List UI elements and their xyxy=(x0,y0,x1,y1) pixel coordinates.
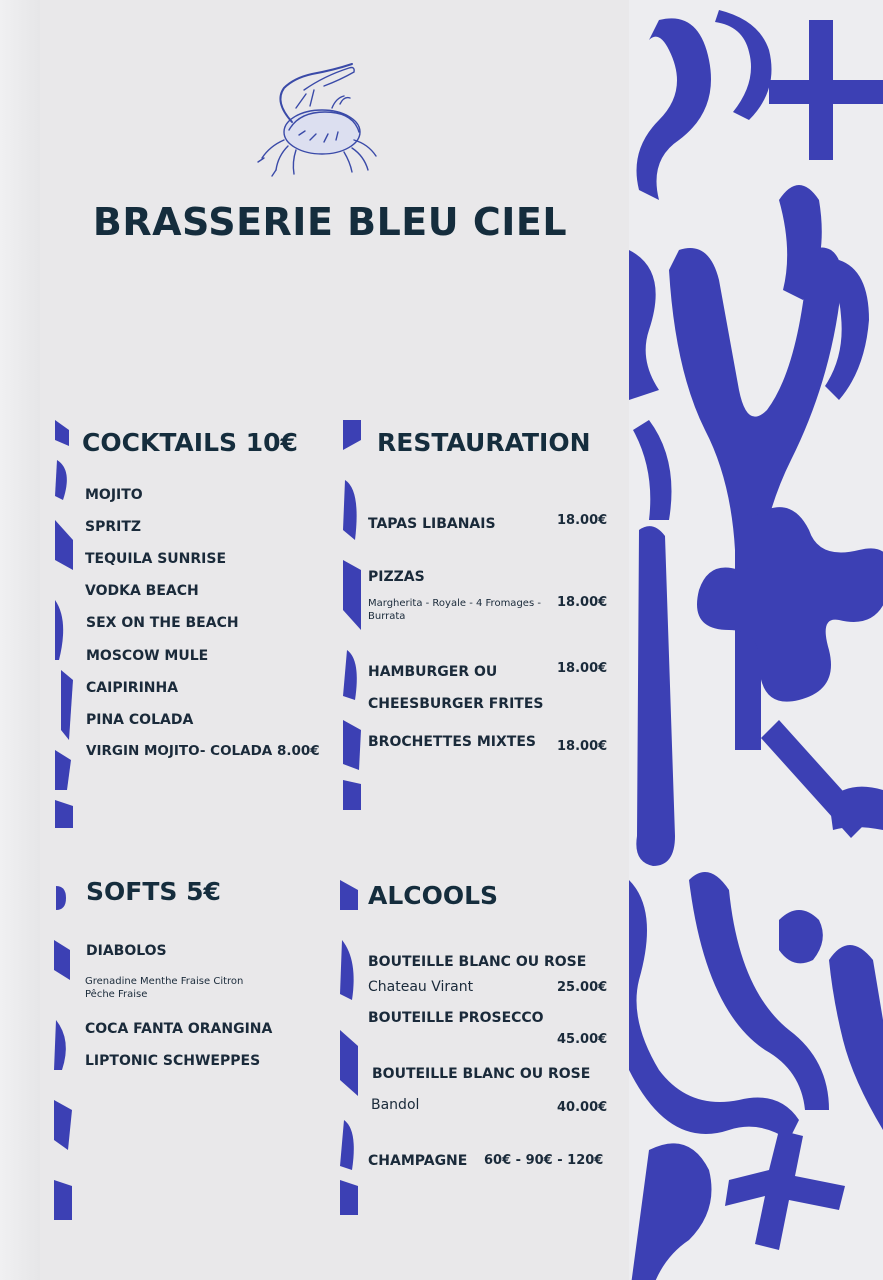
alcool-b1-sub: Chateau Virant xyxy=(368,979,474,995)
burger-price: 18.00€ xyxy=(557,661,608,676)
page-edge-shadow xyxy=(0,0,40,1280)
cocktail-item: TEQUILA SUNRISE xyxy=(85,551,227,567)
pizzas-name: PIZZAS xyxy=(368,569,425,585)
alcool-b2-name: BOUTEILLE PROSECCO xyxy=(368,1010,544,1026)
cocktail-item: SEX ON THE BEACH xyxy=(86,615,239,631)
restauration-heading: RESTAURATION xyxy=(377,428,591,457)
pizzas-description: Margherita - Royale - 4 Fromages - Burrata xyxy=(368,598,541,622)
champagne-price: 60€ - 90€ - 120€ xyxy=(484,1153,604,1168)
cocktail-item: SPRITZ xyxy=(85,519,142,535)
alcools-heading: ALCOOLS xyxy=(368,881,499,910)
coral-pattern-panel xyxy=(629,0,883,1280)
menu-paper xyxy=(40,0,630,1280)
tapas-name: TAPAS LIBANAIS xyxy=(368,516,496,532)
diabolos-description: Grenadine Menthe Fraise Citron Pêche Fraise xyxy=(85,976,244,1000)
decorative-strip-cocktails xyxy=(55,420,73,828)
pizzas-price: 18.00€ xyxy=(557,595,608,610)
champagne-name: CHAMPAGNE xyxy=(368,1153,468,1169)
diabolos-name: DIABOLOS xyxy=(86,943,167,959)
crab-illustration xyxy=(244,60,394,180)
softs-heading: SOFTS 5€ xyxy=(86,877,221,906)
alcool-b3-sub: Bandol xyxy=(371,1097,420,1113)
alcool-b2-price: 45.00€ xyxy=(557,1032,608,1047)
brochettes-price: 18.00€ xyxy=(557,739,608,754)
alcool-b1-name: BOUTEILLE BLANC OU ROSE xyxy=(368,954,587,970)
cocktail-item: VIRGIN MOJITO- COLADA 8.00€ xyxy=(86,743,320,759)
cocktail-item: CAIPIRINHA xyxy=(86,680,179,696)
burger-name-line1: HAMBURGER OU xyxy=(368,664,498,680)
cocktail-item: PINA COLADA xyxy=(86,712,194,728)
decorative-strip-alcools xyxy=(340,880,358,1215)
decorative-strip-softs xyxy=(54,880,72,1220)
brochettes-name: BROCHETTES MIXTES xyxy=(368,734,536,750)
cocktail-item: VODKA BEACH xyxy=(85,583,199,599)
softs-item: LIPTONIC SCHWEPPES xyxy=(85,1053,261,1069)
alcool-b1-price: 25.00€ xyxy=(557,980,608,995)
cocktail-item: MOJITO xyxy=(85,487,143,503)
decorative-strip-restauration xyxy=(343,420,361,810)
cocktail-item: MOSCOW MULE xyxy=(86,648,209,664)
cocktails-heading: COCKTAILS 10€ xyxy=(82,428,298,457)
burger-name-line2: CHEESBURGER FRITES xyxy=(368,696,544,712)
tapas-price: 18.00€ xyxy=(557,513,608,528)
alcool-b3-name: BOUTEILLE BLANC OU ROSE xyxy=(372,1066,591,1082)
alcool-b3-price: 40.00€ xyxy=(557,1100,608,1115)
softs-item: COCA FANTA ORANGINA xyxy=(85,1021,273,1037)
restaurant-title: BRASSERIE BLEU CIEL xyxy=(92,200,568,244)
